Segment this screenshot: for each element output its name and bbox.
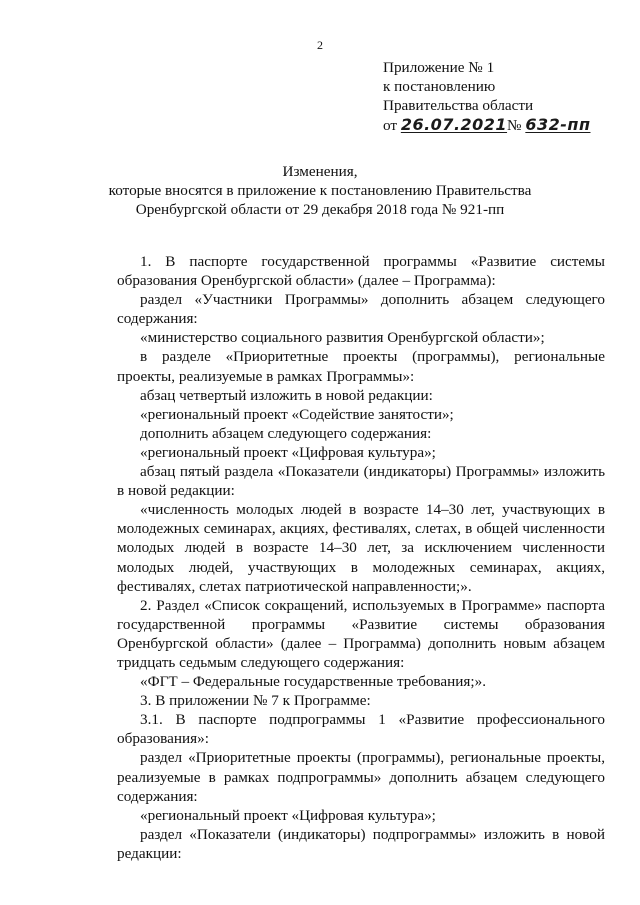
heading-line-1: Изменения, <box>282 163 358 180</box>
paragraph: «региональный проект «Цифровая культура»; <box>140 806 436 824</box>
paragraph: «региональный проект «Содействие занятости»; <box>140 405 454 423</box>
handwritten-number: 632-пп <box>525 115 591 134</box>
paragraph: 1. В паспорте государственной программы «Развитие системы образования Оренбургской области» (далее – Программа): <box>117 253 605 290</box>
annex-title: Приложение № 1 <box>383 59 495 76</box>
paragraph: в разделе «Приоритетные проекты (программы), региональные проекты, реализуемые в рамках Программы»: <box>117 348 605 385</box>
annex-reference: к постановлению <box>383 78 496 95</box>
paragraph: 3.1. В паспорте подпрограммы 1 «Развитие профессионального образования»: <box>117 711 605 748</box>
annex-date-line <box>383 115 613 135</box>
paragraph: раздел «Показатели (индикаторы) подпрограммы» изложить в новой редакции: <box>117 825 605 862</box>
annex-number-prefix: № <box>507 117 522 134</box>
paragraph: «ФГТ – Федеральные государственные требования;». <box>140 673 486 691</box>
annex-date-prefix: от <box>383 117 398 134</box>
document-heading <box>0 162 640 219</box>
document-body <box>117 252 605 863</box>
paragraph: абзац четвертый изложить в новой редакции: <box>140 386 433 404</box>
paragraph: раздел «Участники Программы» дополнить абзацем следующего содержания: <box>117 291 605 328</box>
annex-block <box>383 58 613 135</box>
heading-line-2: которые вносятся в приложение к постановлению Правительства <box>108 182 532 199</box>
paragraph: 2. Раздел «Список сокращений, используемых в Программе» паспорта государственной программы «Развитие системы образования Оренбургской области» (далее – Программа) дополнить новым абзацем тридцать седьмым следующего содержания: <box>117 596 605 671</box>
annex-authority: Правительства области <box>383 97 534 114</box>
paragraph: 3. В приложении № 7 к Программе: <box>140 692 371 710</box>
paragraph: «министерство социального развития Оренбургской области»; <box>140 329 545 347</box>
paragraph: дополнить абзацем следующего содержания: <box>140 424 432 442</box>
paragraph: раздел «Приоритетные проекты (программы), региональные проекты, реализуемые в рамках подпрограммы» дополнить абзацем следующего содержания: <box>117 749 605 805</box>
paragraph: «региональный проект «Цифровая культура»; <box>140 443 436 461</box>
page-number: 2 <box>317 38 323 52</box>
paragraph: «численность молодых людей в возрасте 14–30 лет, участвующих в молодежных семинарах, акциях, фестивалях, слетах, в общей численности молодых людей в возрасте 14–30 лет, за исключением численности молодых людей, участвующих в молодежных семинарах, акциях, фестивалях, слетах патриотической направленности;». <box>117 501 605 595</box>
heading-line-3: Оренбургской области от 29 декабря 2018 года № 921-пп <box>135 201 505 218</box>
handwritten-date: 26.07.2021 <box>400 115 508 134</box>
paragraph: абзац пятый раздела «Показатели (индикаторы) Программы» изложить в новой редакции: <box>117 463 605 500</box>
